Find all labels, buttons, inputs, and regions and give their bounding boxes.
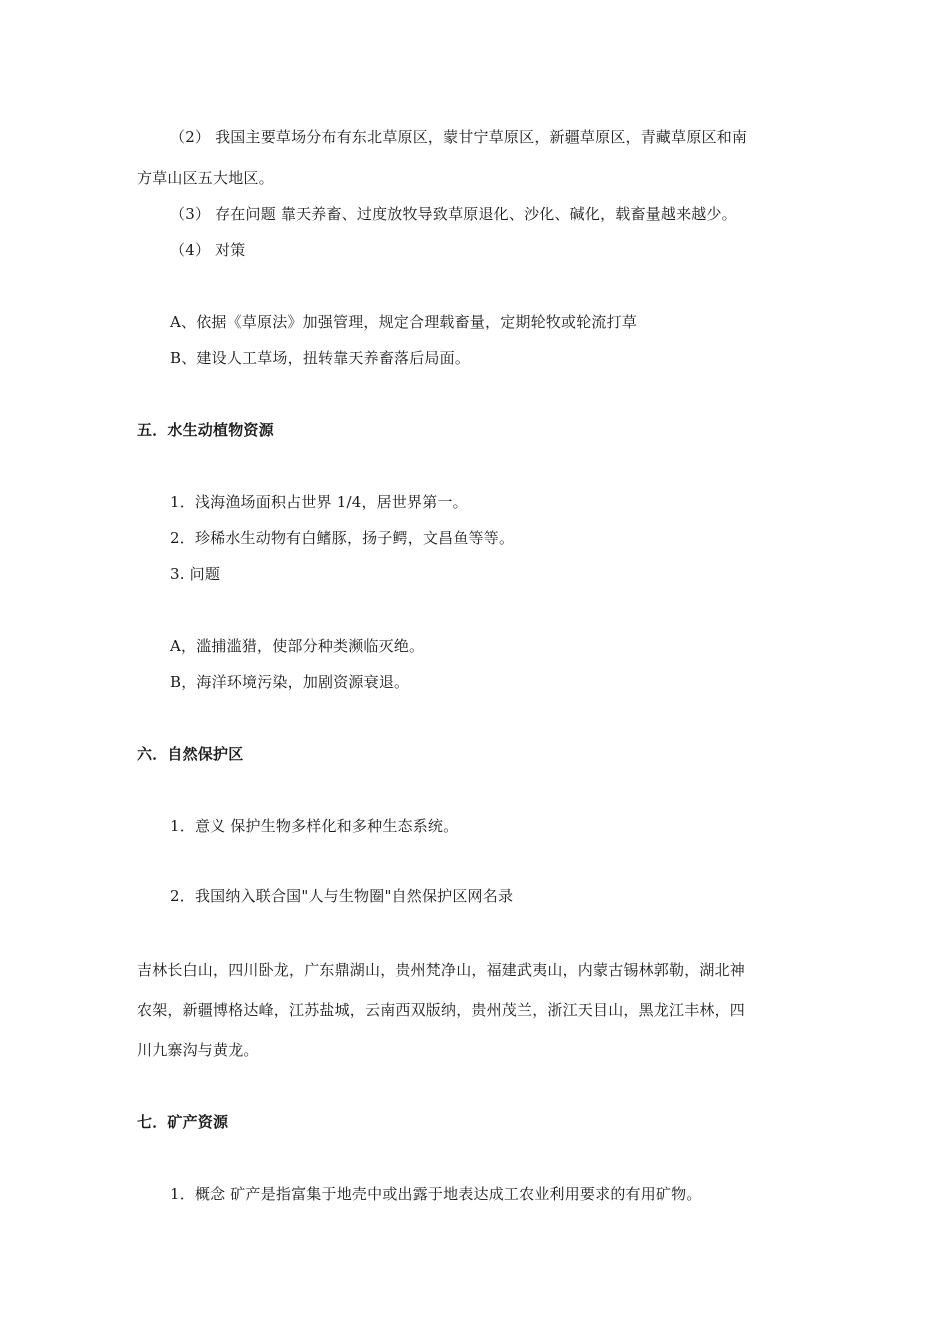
- section-5-heading: 五．水生动植物资源: [137, 421, 274, 439]
- section-5-item-2: 2．珍稀水生动物有白鳍豚，扬子鳄，文昌鱼等等。: [170, 529, 515, 547]
- grassland-point-4: （4） 对策: [170, 241, 246, 259]
- section-6-heading: 六．自然保护区: [137, 745, 244, 763]
- section-6-item-1: 1．意义 保护生物多样化和多种生态系统。: [170, 817, 459, 835]
- section-7-item-1: 1．概念 矿产是指富集于地壳中或出露于地表达成工农业利用要求的有用矿物。: [170, 1185, 702, 1203]
- section-5-problem-b: B，海洋环境污染，加剧资源衰退。: [170, 673, 410, 691]
- reserve-list-line-3: 川九寨沟与黄龙。: [137, 1041, 259, 1059]
- section-7-heading: 七．矿产资源: [137, 1113, 229, 1131]
- reserve-list-line-2: 农架，新疆博格达峰，江苏盐城，云南西双版纳，贵州茂兰，浙江天目山，黑龙江丰林，四: [137, 1001, 746, 1019]
- grassland-measure-a: A、依据《草原法》加强管理，规定合理载畜量，定期轮牧或轮流打草: [170, 313, 638, 331]
- section-6-item-2: 2．我国纳入联合国"人与生物圈"自然保护区网名录: [170, 887, 514, 905]
- grassland-point-2-line-2: 方草山区五大地区。: [137, 169, 274, 187]
- section-5-item-1: 1．浅海渔场面积占世界 1/4，居世界第一。: [170, 493, 468, 511]
- section-5-problem-a: A，滥捕滥猎，使部分种类濒临灭绝。: [170, 637, 425, 655]
- section-5-item-3: 3. 问题: [170, 565, 221, 583]
- grassland-measure-b: B、建设人工草场，扭转靠天养畜落后局面。: [170, 349, 471, 367]
- grassland-point-3: （3） 存在问题 靠天养畜、过度放牧导致草原退化、沙化、碱化，载畜量越来越少。: [170, 205, 737, 223]
- grassland-point-2-line-1: （2） 我国主要草场分布有东北草原区，蒙甘宁草原区，新疆草原区，青藏草原区和南: [170, 128, 748, 146]
- reserve-list-line-1: 吉林长白山，四川卧龙，广东鼎湖山，贵州梵净山，福建武夷山，内蒙古锡林郭勒，湖北神: [137, 961, 746, 979]
